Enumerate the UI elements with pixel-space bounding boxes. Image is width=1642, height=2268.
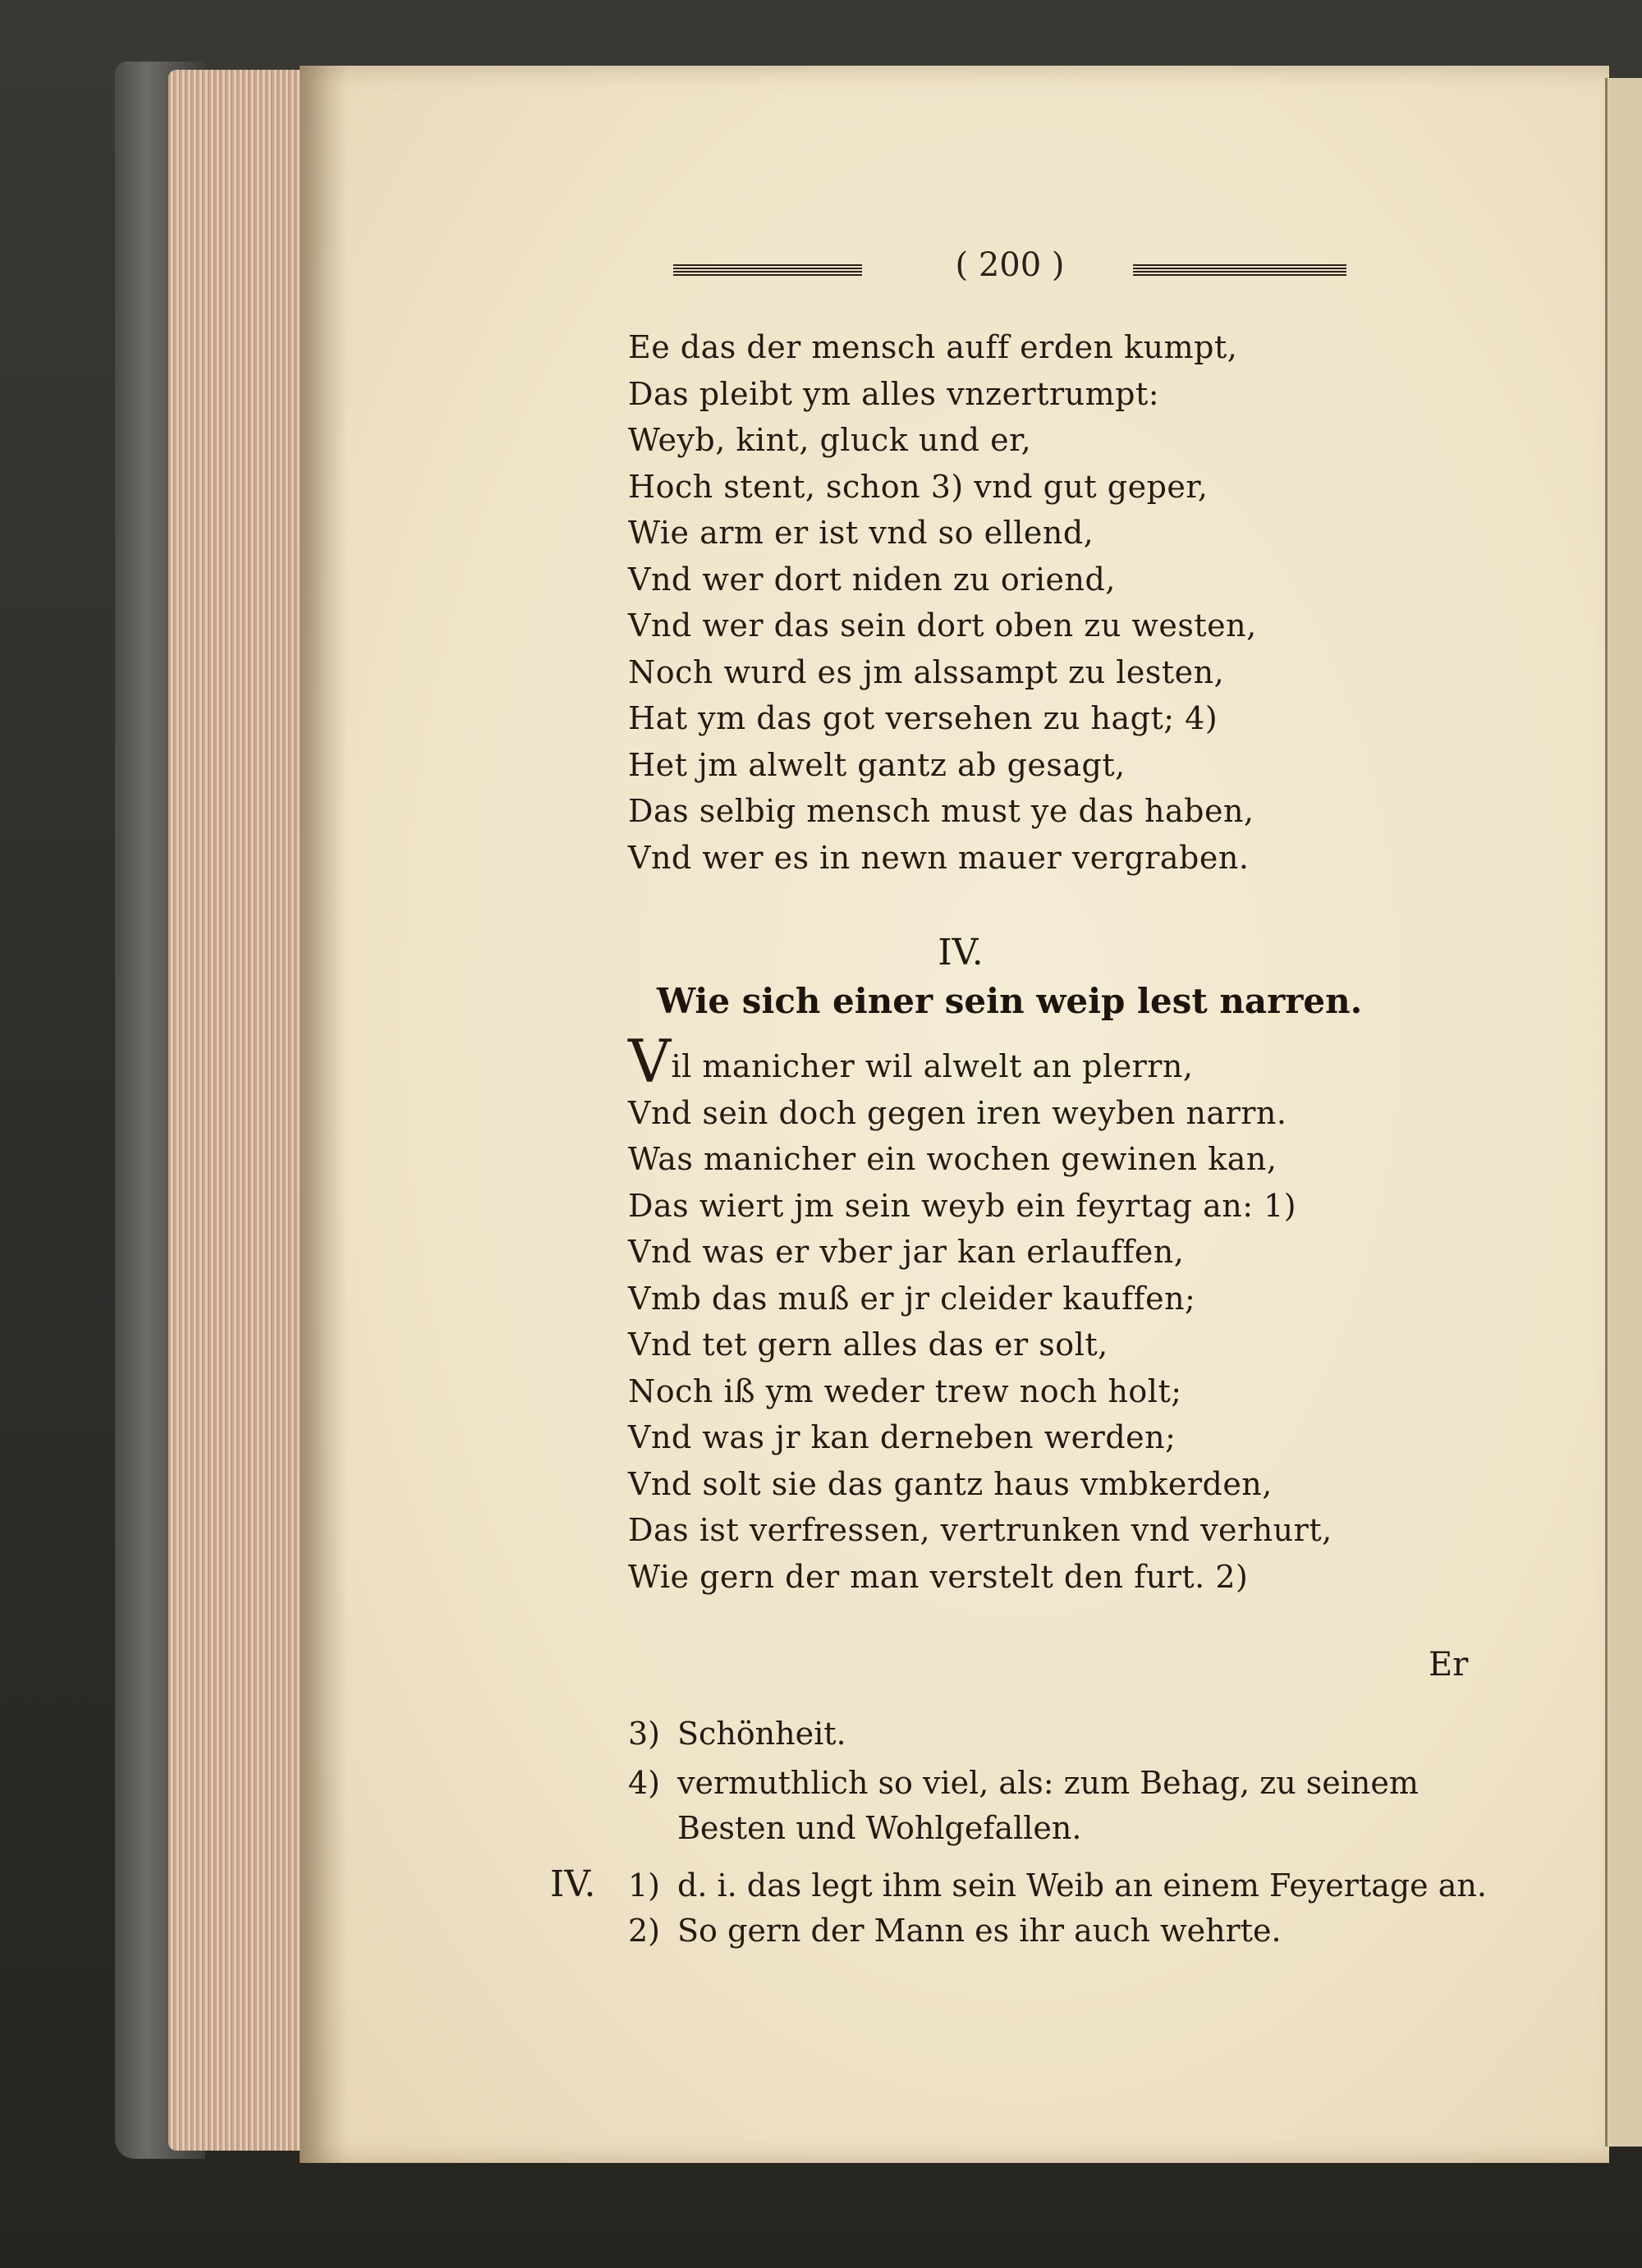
- verse-line: Vnd solt sie das gantz haus vmbkerden,: [628, 1465, 1273, 1502]
- running-header: [673, 246, 1346, 296]
- drop-capital: V: [628, 1027, 672, 1096]
- verse-line: Vnd wer es in newn mauer vergraben.: [628, 839, 1250, 876]
- verse-line: Noch iß ym weder trew noch holt;: [628, 1372, 1182, 1409]
- verse-line: Hat ym das got versehen zu hagt; 4): [628, 700, 1218, 736]
- page-number: ( 200 ): [955, 246, 1065, 284]
- verse-line: Wie gern der man verstelt den furt. 2): [628, 1558, 1249, 1595]
- verse-line: Wie arm er ist vnd so ellend,: [628, 515, 1094, 551]
- verse-line: Vnd was er vber jar kan erlauffen,: [628, 1234, 1185, 1270]
- footnote-text: d. i. das legt ihm sein Weib an einem Feyertage an.: [677, 1867, 1487, 1904]
- verse-line: Vnd wer dort niden zu oriend,: [628, 561, 1116, 598]
- verse-line: Vnd wer das sein dort oben zu westen,: [628, 607, 1257, 644]
- footnote-marker: 1): [628, 1867, 661, 1904]
- verse-line: Vnd was jr kan derneben werden;: [628, 1419, 1176, 1455]
- section-number: IV.: [938, 932, 984, 974]
- verse-line: Vnd tet gern alles das er solt,: [628, 1326, 1108, 1363]
- verse-block-bottom: [628, 1027, 1332, 1600]
- verse-line: Das wiert jm sein weyb ein feyrtag an: 1): [628, 1187, 1297, 1224]
- footnote-4-continuation: [677, 1810, 1081, 1846]
- verse-line: Was manicher ein wochen gewinen kan,: [628, 1141, 1277, 1177]
- footnote-text: Besten und Wohlgefallen.: [677, 1810, 1082, 1846]
- footnote-marker: 2): [628, 1913, 661, 1949]
- verse-line: Das ist verfressen, vertrunken vnd verhurt,: [628, 1512, 1332, 1548]
- footnote-text: vermuthlich so viel, als: zum Behag, zu seinem: [677, 1765, 1419, 1801]
- header-rule-right: [1133, 264, 1346, 276]
- catchword: Er: [1429, 1646, 1469, 1684]
- verse-block-top: [628, 324, 1257, 881]
- verse-line: Das selbig mensch must ye das haben,: [628, 793, 1254, 829]
- footnote-marker: 3): [628, 1716, 661, 1752]
- footnote-3: [628, 1716, 846, 1752]
- footnote-iv-2: [628, 1913, 1282, 1949]
- verse-line: Vmb das muß er jr cleider kauffen;: [628, 1280, 1196, 1317]
- verse-line: Ee das der mensch auff erden kumpt,: [628, 329, 1238, 365]
- page-block-edges: [168, 70, 304, 2151]
- footnote-section-label: IV.: [550, 1863, 596, 1905]
- footnote-marker: 4): [628, 1765, 661, 1801]
- section-title: Wie sich einer sein weip lest narren.: [657, 981, 1363, 1021]
- verse-line: Het jm alwelt gantz ab gesagt,: [628, 746, 1126, 783]
- gutter-shadow: [300, 66, 349, 2163]
- verse-line: Vnd sein doch gegen iren weyben narrn.: [628, 1094, 1287, 1131]
- facing-page-edge: [1605, 78, 1642, 2147]
- verse-line-first: [628, 1027, 1332, 1096]
- footnote-text: Schönheit.: [677, 1716, 846, 1752]
- verse-line-first-rest: il manicher wil alwelt an plerrn,: [671, 1048, 1194, 1084]
- verse-line: Hoch stent, schon 3) vnd gut geper,: [628, 468, 1209, 505]
- footnote-text: So gern der Mann es ihr auch wehrte.: [677, 1913, 1282, 1949]
- verse-line: Das pleibt ym alles vnzertrumpt:: [628, 375, 1160, 412]
- footnote-4: [628, 1765, 1419, 1801]
- header-rule-left: [673, 264, 862, 276]
- verse-line: Weyb, kint, gluck und er,: [628, 422, 1032, 458]
- verse-line: Noch wurd es jm alssampt zu lesten,: [628, 653, 1225, 690]
- footnote-iv-1: [628, 1867, 1487, 1904]
